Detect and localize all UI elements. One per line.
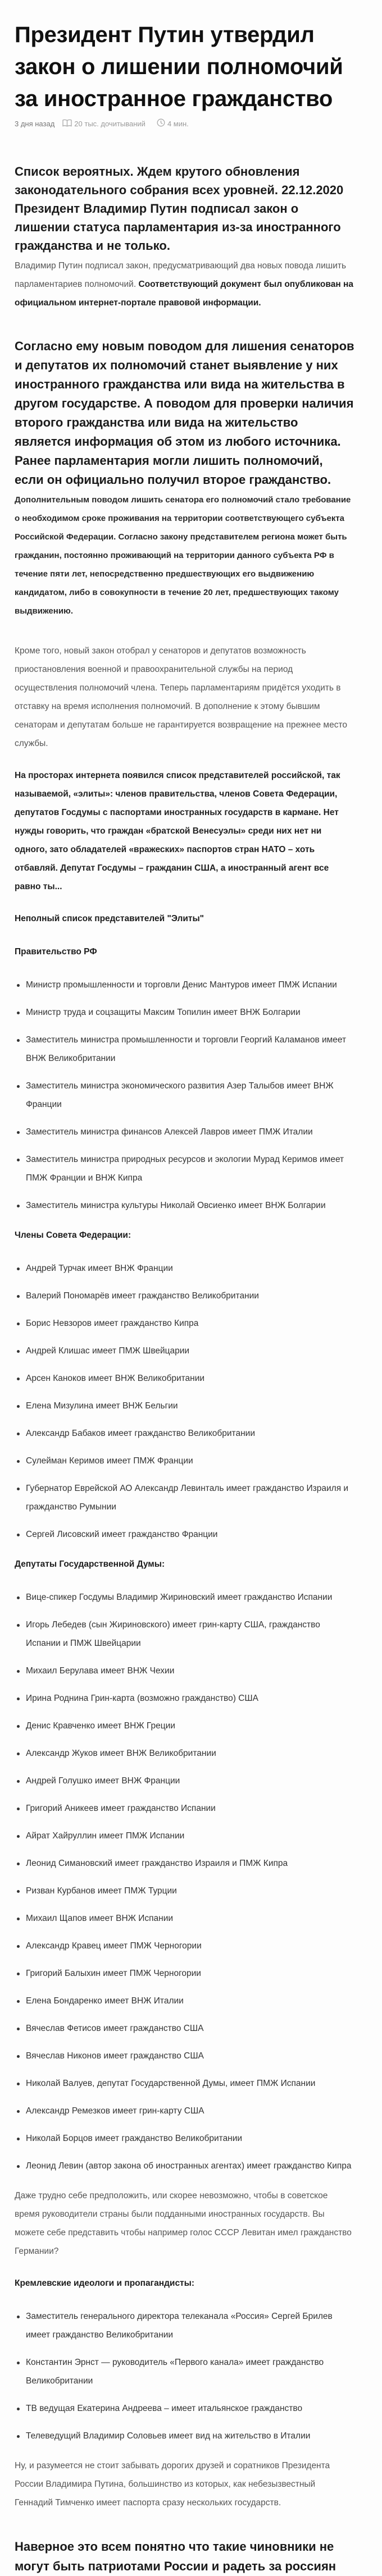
list-kremlin xyxy=(15,2307,355,2445)
subheading-1: Согласно ему новым поводом для лишения сенаторов и депутатов их полномочий станет выявление у них иностранного гражданства или вида на жительства в другом государстве. А поводом для проверки наличия второго гражданства или вида на жительство является информация об этом из любого источника. Ранее парламентария могли лишить полномочий, если он официально получил второе гражданство. xyxy=(15,339,354,487)
list-item: Михаил Щапов имеет ВНЖ Испании xyxy=(15,1909,355,1928)
section-heading-state-duma: Депутаты Государственной Думы: xyxy=(15,1559,165,1569)
list-state-duma xyxy=(15,1588,355,2175)
list-item: Михаил Берулава имеет ВНЖ Чехии xyxy=(15,1662,355,1680)
list-item: Заместитель министра финансов Алексей Лавров имеет ПМЖ Италии xyxy=(15,1123,355,1141)
list-item: Андрей Турчак имеет ВНЖ Франции xyxy=(15,1259,355,1278)
clock-icon xyxy=(157,118,165,129)
list-item: Губернатор Еврейской АО Александр Левинталь имеет гражданство Израиля и гражданство Румынии xyxy=(15,1479,355,1516)
paragraph-3: Кроме того, новый закон отобрал у сенаторов и депутатов возможность приостановления военной и правоохранительной службы на период осуществления полномочий члена. Теперь парламентариям придётся уходить в отставку на время исполнения полномочий. В дополнение к этому бывшим сенаторам и депутатам больше не гарантируется возвращение на прежнее место службы. xyxy=(15,646,347,748)
list-item: Заместитель министра природных ресурсов и экологии Мурад Керимов имеет ПМЖ Франции и ВНЖ Кипра xyxy=(15,1150,355,1187)
paragraph-1 xyxy=(15,257,355,312)
list-item: Министр труда и соцзащиты Максим Топилин имеет ВНЖ Болгарии xyxy=(15,1003,355,1022)
list-item: Андрей Клишас имеет ПМЖ Швейцарии xyxy=(15,1342,355,1360)
list-item: Айрат Хайруллин имеет ПМЖ Испании xyxy=(15,1827,355,1845)
article-title: Президент Путин утвердил закон о лишении полномочий за иностранное гражданство xyxy=(15,22,343,111)
section-heading-kremlin: Кремлевские идеологи и пропагандисты: xyxy=(15,2278,195,2288)
list-title: Неполный список представителей "Элиты" xyxy=(15,914,204,923)
paragraph-1-text: Владимир Путин подписал закон, предусматривающий два новых повода лишить парламентариев полномочий. xyxy=(15,261,347,289)
list-item: Александр Ремезков имеет грин-карту США xyxy=(15,2102,355,2120)
paragraph-5: Даже трудно себе предположить, или скорее невозможно, чтобы в советское время руководители страны были подданными иностранных государств. Вы можете себе представить чтобы например голос СССР Левитан имел гражданство Германии? xyxy=(15,2191,352,2256)
list-item: Телеведущий Владимир Соловьев имеет вид на жительство в Италии xyxy=(15,2427,355,2445)
list-item: Леонид Левин (автор закона об иностранных агентах) имеет гражданство Кипра xyxy=(15,2157,355,2175)
list-item: ТВ ведущая Екатерина Андреева – имеет итальянское гражданство xyxy=(15,2399,355,2418)
list-item: Сулейман Керимов имеет ПМЖ Франции xyxy=(15,1452,355,1470)
paragraph-1-bold: Соответствующий документ был опубликован на официальном интернет-портале правовой информации. xyxy=(15,280,353,308)
lead-paragraph: Список вероятных. Ждем крутого обновления законодательного собрания всех уровней. 22.12.2020 Президент Владимир Путин подписал закон о лишении статуса парламентария из-за иностранного гражданства и не только. xyxy=(15,164,344,253)
list-item: Вячеслав Никонов имеет гражданство США xyxy=(15,2047,355,2065)
read-time-label: 4 мин. xyxy=(167,119,189,128)
list-item: Елена Бондаренко имеет ВНЖ Италии xyxy=(15,1992,355,2010)
list-item: Григорий Балыхин имеет ПМЖ Черногории xyxy=(15,1964,355,1983)
list-item: Вячеслав Фетисов имеет гражданство США xyxy=(15,2019,355,2038)
list-item: Валерий Пономарёв имеет гражданство Великобритании xyxy=(15,1287,355,1305)
list-item: Заместитель генерального директора телеканала «Россия» Сергей Брилев имеет гражданство Великобритании xyxy=(15,2307,355,2344)
list-item: Вице-спикер Госдумы Владимир Жириновский имеет гражданство Испании xyxy=(15,1588,355,1607)
book-icon xyxy=(62,119,72,129)
closing-heading: Наверное это всем понятно что такие чиновники не могут быть патриотами России и радеть за россиян xyxy=(15,2540,336,2573)
list-item: Министр промышленности и торговли Денис Мантуров имеет ПМЖ Испании xyxy=(15,976,355,994)
list-item: Николай Валуев, депутат Государственной Думы, имеет ПМЖ Испании xyxy=(15,2074,355,2093)
publish-date: 3 дня назад xyxy=(15,119,55,128)
list-item: Денис Кравченко имеет ВНЖ Греции xyxy=(15,1717,355,1735)
list-item: Андрей Голушко имеет ВНЖ Франции xyxy=(15,1772,355,1790)
article-meta xyxy=(15,117,355,130)
section-heading-federation-council: Члены Совета Федерации: xyxy=(15,1230,131,1240)
list-item: Николай Борцов имеет гражданство Великобритании xyxy=(15,2129,355,2148)
paragraph-4: На просторах интернета появился список представителей российской, так называемой, «элиты»: членов правительства, членов Совета Федерации, депутатов Госдумы с паспортами иностранных государств в кармане. Нет нужды говорить, что граждан «братской Венесуэлы» среди них нет ни одного, зато обладателей «вражеских» паспортов стран НАТО – хоть отбавляй. Депутат Госдумы – гражданин США, а иностранный агент все равно ты... xyxy=(15,771,340,891)
paragraph-6: Ну, и разумеется не стоит забывать дорогих друзей и соратников Президента России Владимира Путина, большинство из которых, как небезызвестный Геннадий Тимченко имеет паспорта сразу нескольких государств. xyxy=(15,2461,330,2508)
reads-label: 20 тыс. дочитываний xyxy=(74,119,145,128)
list-item: Борис Невзоров имеет гражданство Кипра xyxy=(15,1314,355,1333)
list-item: Александр Жуков имеет ВНЖ Великобритании xyxy=(15,1744,355,1763)
list-item: Сергей Лисовский имеет гражданство Франции xyxy=(15,1525,355,1544)
list-item: Ризван Курбанов имеет ПМЖ Турции xyxy=(15,1882,355,1900)
list-item: Елена Мизулина имеет ВНЖ Бельгии xyxy=(15,1397,355,1415)
list-item: Григорий Аникеев имеет гражданство Испании xyxy=(15,1799,355,1818)
list-item: Константин Эрнст — руководитель «Первого канала» имеет гражданство Великобритании xyxy=(15,2353,355,2390)
list-item: Леонид Симановский имеет гражданство Израиля и ПМЖ Кипра xyxy=(15,1854,355,1873)
reads-count xyxy=(62,119,145,129)
read-time xyxy=(157,118,189,129)
section-heading-government: Правительство РФ xyxy=(15,947,97,957)
list-item: Заместитель министра культуры Николай Овсиенко имеет ВНЖ Болгарии xyxy=(15,1196,355,1215)
list-item: Ирина Роднина Грин-карта (возможно гражданство) США xyxy=(15,1689,355,1708)
list-item: Заместитель министра экономического развития Азер Талыбов имеет ВНЖ Франции xyxy=(15,1077,355,1114)
list-item: Александр Кравец имеет ПМЖ Черногории xyxy=(15,1937,355,1955)
list-item: Арсен Каноков имеет ВНЖ Великобритании xyxy=(15,1369,355,1388)
list-item: Александр Бабаков имеет гражданство Великобритании xyxy=(15,1424,355,1443)
list-item: Заместитель министра промышленности и торговли Георгий Каламанов имеет ВНЖ Великобритании xyxy=(15,1031,355,1068)
list-federation-council xyxy=(15,1259,355,1544)
paragraph-2: Дополнительным поводом лишить сенатора его полномочий стало требование о необходимом сроке проживания на территории соответствующего субъекта Российской Федерации. Согласно закону представителем региона может быть гражданин, постоянно проживающий на территории данного субъекта РФ в течение пяти лет, непосредственно предшествующих его выдвижению кандидатом, либо в совокупности в течение 20 лет, предшествующих такому выдвижению. xyxy=(15,495,351,616)
list-item: Игорь Лебедев (сын Жириновского) имеет грин-карту США, гражданство Испании и ПМЖ Швейцарии xyxy=(15,1616,355,1653)
list-government xyxy=(15,976,355,1215)
